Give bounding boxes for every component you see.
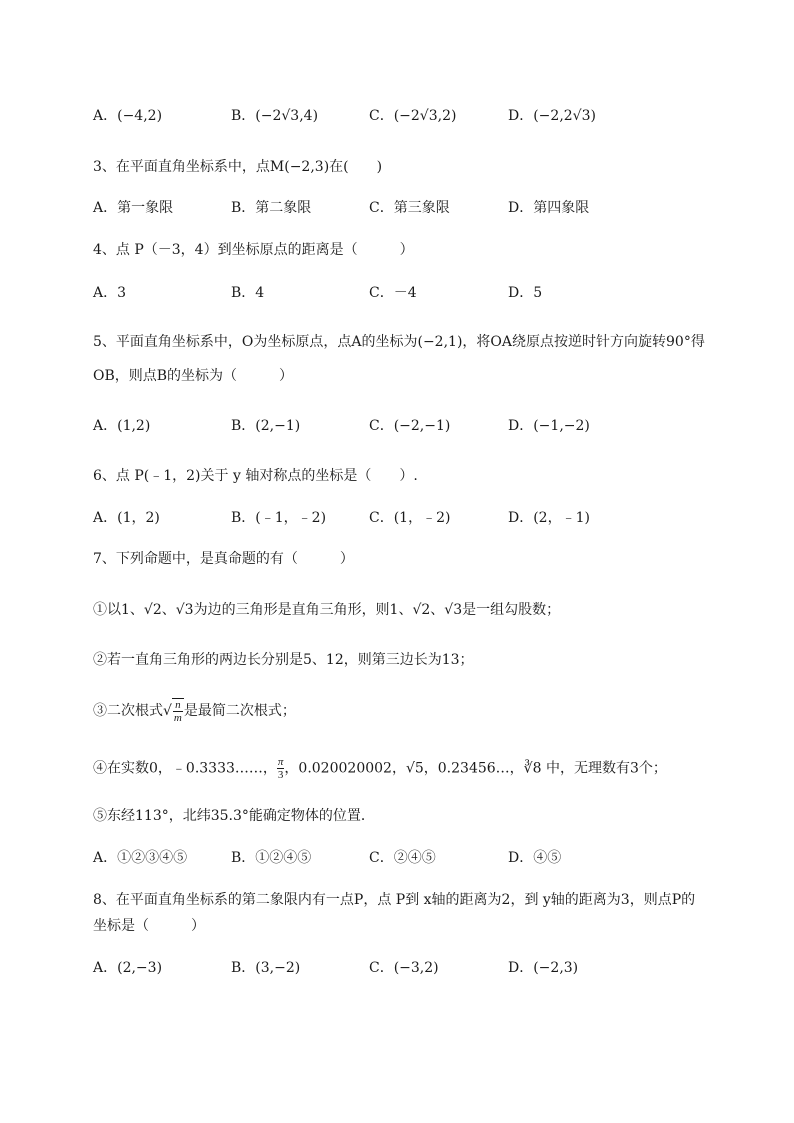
q7-option-a: A．①②③④⑤ [93, 850, 188, 866]
q7-s4-suffix: ，0.020020002，√5，0.23456…，∛8 中，无理数有3个； [284, 760, 667, 777]
q7-s4-denominator: 3 [277, 769, 284, 781]
q6-stem: 6、点 P(﹣1，2)关于 y 轴对称点的坐标是（ ）. [93, 468, 418, 484]
q7-s4-prefix: ④在实数0，﹣0.3333……， [93, 760, 277, 777]
q5-option-d: D．(−1,−2) [508, 418, 590, 434]
q7-statement-1: ①以1、√2、√3为边的三角形是直角三角形，则1、√2、√3是一组勾股数； [93, 602, 561, 618]
q3-option-b: B．第二象限 [231, 200, 312, 216]
q3-option-a: A．第一象限 [93, 200, 174, 216]
q4-option-b: B．4 [231, 285, 265, 301]
q8-option-b: B．(3,−2) [231, 960, 301, 976]
q6-option-c: C．(1，﹣2) [369, 510, 451, 526]
q2-option-c: C．(−2√3,2) [369, 108, 457, 124]
q8-stem-line2: 坐标是（ ） [93, 918, 205, 934]
q4-option-d: D．5 [508, 285, 543, 301]
q7-s3-numerator: n [173, 699, 183, 712]
q7-option-d: D．④⑤ [508, 850, 562, 866]
q7-stem: 7、下列命题中，是真命题的有（ ） [93, 551, 354, 567]
q3-option-d: D．第四象限 [508, 200, 590, 216]
q5-stem-line2: OB，则点B的坐标为（ ） [93, 368, 294, 384]
q7-option-c: C．②④⑤ [369, 850, 436, 866]
q7-statement-2: ②若一直角三角形的两边长分别是5、12，则第三边长为13； [93, 652, 474, 668]
q7-s3-denominator: m [173, 712, 182, 724]
q6-option-b: B．(﹣1，﹣2) [231, 510, 327, 526]
q8-option-d: D．(−2,3) [508, 960, 579, 976]
q5-option-c: C．(−2,−1) [369, 418, 451, 434]
q7-s3-prefix: ③二次根式 [93, 703, 163, 719]
q5-stem-line1: 5、平面直角坐标系中，O为坐标原点，点A的坐标为(−2,1)，将OA绕原点按逆时针方向旋转90°得 [93, 334, 705, 350]
q7-s3-fraction [172, 698, 184, 724]
q4-option-c: C．－4 [369, 285, 417, 301]
q6-option-d: D．(2，﹣1) [508, 510, 590, 526]
q2-option-b: B．(−2√3,4) [231, 108, 319, 124]
q7-option-b: B．①②④⑤ [231, 850, 312, 866]
q3-option-c: C．第三象限 [369, 200, 450, 216]
q5-option-a: A．(1,2) [93, 418, 151, 434]
sqrt-icon: √ [163, 703, 172, 719]
q6-option-a: A．(1，2) [93, 510, 160, 526]
q2-option-d: D．(−2,2√3) [508, 108, 596, 124]
q7-statement-5: ⑤东经113°，北纬35.3°能确定物体的位置． [93, 808, 375, 824]
q8-option-a: A．(2,−3) [93, 960, 163, 976]
q3-stem: 3、在平面直角坐标系中，点M(−2,3)在( ) [93, 159, 383, 175]
q4-option-a: A．3 [93, 285, 127, 301]
q4-stem: 4、点 P（－3，4）到坐标原点的距离是（ ） [93, 242, 414, 258]
q2-option-a: A．(−4,2) [93, 108, 163, 124]
q5-option-b: B．(2,−1) [231, 418, 301, 434]
q8-stem-line1: 8、在平面直角坐标系的第二象限内有一点P，点 P到 x轴的距离为2，到 y轴的距离为3，则点P的 [93, 892, 696, 908]
q7-s3-suffix: 是最简二次根式； [183, 703, 296, 719]
q7-statement-3 [93, 698, 296, 724]
q8-option-c: C．(−3,2) [369, 960, 439, 976]
q7-statement-4 [93, 756, 667, 781]
q7-s4-numerator: π [277, 756, 284, 768]
